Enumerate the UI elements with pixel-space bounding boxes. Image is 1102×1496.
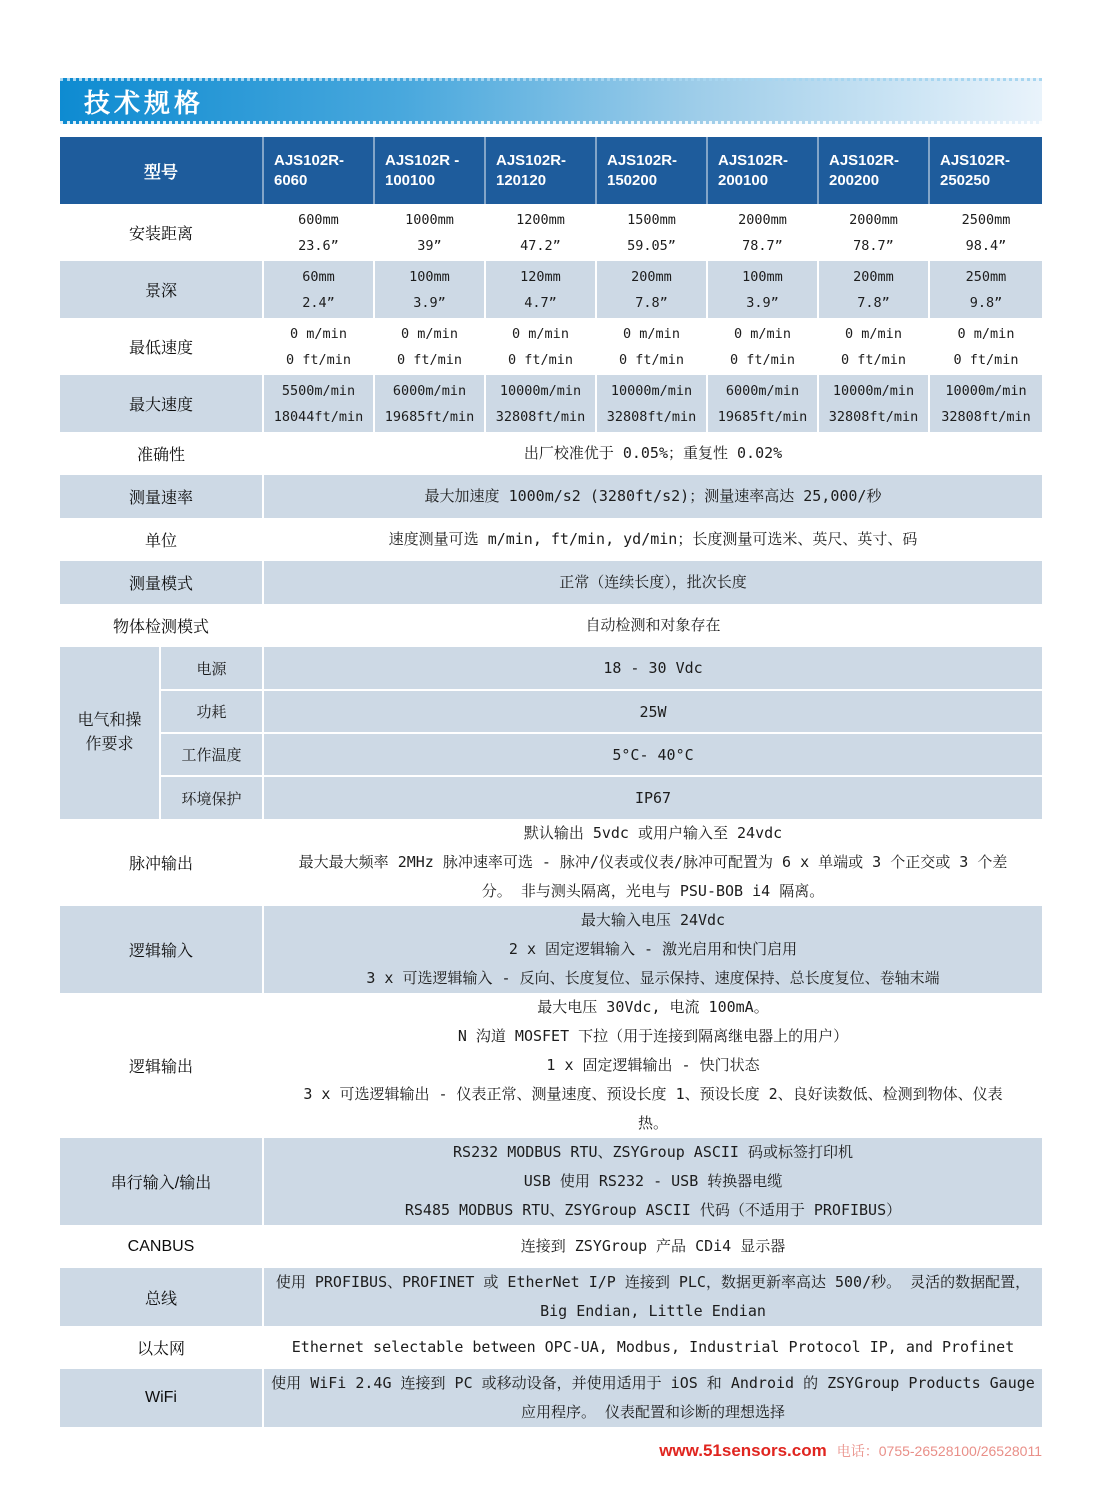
spec-text-cell: 正常（连续长度），批次长度: [263, 561, 1042, 604]
spec-value-cell: 5500m/min 18044ft/min: [263, 375, 374, 432]
spec-value-cell: 100mm 3.9”: [374, 261, 485, 318]
spec-value-cell: 200mm 7.8”: [818, 261, 929, 318]
spec-text-cell: RS232 MODBUS RTU、ZSYGroup ASCII 码或标签打印机 USB 使用 RS232 - USB 转换器电缆 RS485 MODBUS RTU、ZSYGroup ASCII 代码（不适用于 PROFIBUS）: [263, 1138, 1042, 1225]
model-name: [374, 137, 485, 204]
spec-value-cell: 0 m/min 0 ft/min: [596, 318, 707, 375]
spec-text-cell: 出厂校准优于 0.05%；重复性 0.02%: [263, 432, 1042, 475]
website-link[interactable]: www.51sensors.com: [659, 1441, 827, 1460]
spec-value-cell: 60mm 2.4”: [263, 261, 374, 318]
row-label: 物体检测模式: [112, 619, 209, 636]
spec-value-cell: 1200mm 47.2”: [485, 204, 596, 261]
table-row-power-supply: [60, 647, 1042, 690]
model-name: [929, 137, 1042, 204]
spec-text-cell: 最大输入电压 24Vdc 2 x 固定逻辑输入 - 激光启用和快门启用 3 x 可选逻辑输入 - 反向、长度复位、显示保持、速度保持、总长度复位、卷轴末端: [263, 906, 1042, 993]
spec-text-cell: 最大加速度 1000m/s2 (3280ft/s2)；测量速率高达 25,000/秒: [263, 475, 1042, 518]
table-row-canbus: [60, 1225, 1042, 1268]
table-row-operating-temperature: [60, 733, 1042, 776]
spec-value-cell: 0 m/min 0 ft/min: [707, 318, 818, 375]
table-row-fieldbus: [60, 1268, 1042, 1326]
sub-row-label: 工作温度: [160, 733, 263, 776]
spec-text-cell: 25W: [263, 690, 1042, 733]
spec-table: [60, 137, 1042, 1427]
model-name: [596, 137, 707, 204]
spec-value-cell: 0 m/min 0 ft/min: [929, 318, 1042, 375]
model-name: [707, 137, 818, 204]
sub-row-label: 功耗: [160, 690, 263, 733]
spec-text-cell: 速度测量可选 m/min, ft/min, yd/min；长度测量可选米、英尺、英寸、码: [263, 518, 1042, 561]
row-label: 总线: [144, 1290, 177, 1308]
spec-value-cell: 1000mm 39”: [374, 204, 485, 261]
spec-text-cell: Ethernet selectable between OPC-UA, Modbus, Industrial Protocol IP, and Profinet: [263, 1326, 1042, 1369]
table-row-serial-io: [60, 1138, 1042, 1225]
spec-text-cell: 使用 PROFIBUS、PROFINET 或 EtherNet I/P 连接到 PLC，数据更新率高达 500/秒。 灵活的数据配置， Big Endian, Little Endian: [263, 1268, 1042, 1326]
spec-text-cell: 默认输出 5vdc 或用户输入至 24vdc 最大最大频率 2MHz 脉冲速率可选 - 脉冲/仪表或仪表/脉冲可配置为 6 x 单端或 3 个正交或 3 个差 分。 非与测头隔离，光电与 PSU-BOB i4 隔离。: [263, 819, 1042, 906]
table-row-logic-output: [60, 993, 1042, 1138]
row-label: 景深: [144, 283, 177, 300]
row-label: 测量模式: [128, 576, 193, 593]
row-label: 最低速度: [128, 340, 193, 357]
sub-row-label: 电源: [160, 647, 263, 690]
model-line: 200200: [829, 171, 880, 189]
section-title-bar: [60, 78, 1042, 124]
row-label: 最大速度: [128, 397, 193, 414]
sub-row-label: 环境保护: [160, 776, 263, 819]
model-line: AJS102R-: [607, 151, 678, 169]
model-name: [818, 137, 929, 204]
phone-value: 0755-26528100/26528011: [878, 1443, 1042, 1459]
model-line: AJS102R-: [496, 151, 567, 169]
spec-value-cell: 120mm 4.7”: [485, 261, 596, 318]
spec-value-cell: 10000m/min 32808ft/min: [818, 375, 929, 432]
table-row-min-speed: [60, 318, 1042, 375]
row-label: 逻辑输入: [128, 943, 193, 960]
spec-value-cell: 200mm 7.8”: [596, 261, 707, 318]
phone-label: 电话：: [836, 1443, 879, 1459]
row-label: WiFi: [145, 1389, 177, 1406]
spec-value-cell: 6000m/min 19685ft/min: [374, 375, 485, 432]
model-line: AJS102R-: [274, 151, 345, 169]
table-row-depth-of-field: [60, 261, 1042, 318]
model-line: AJS102R-: [718, 151, 789, 169]
row-label: 以太网: [136, 1341, 185, 1358]
model-line: 100100: [385, 171, 436, 189]
table-header-row: [60, 137, 1042, 204]
table-row-measurement-mode: [60, 561, 1042, 604]
spec-value-cell: 0 m/min 0 ft/min: [485, 318, 596, 375]
spec-value-cell: 10000m/min 32808ft/min: [929, 375, 1042, 432]
spec-text-cell: 最大电压 30Vdc, 电流 100mA。 N 沟道 MOSFET 下拉（用于连接到隔离继电器上的用户） 1 x 固定逻辑输出 - 快门状态 3 x 可选逻辑输出 - 仪表正常、测量速度、预设长度 1、预设长度 2、良好读数低、检测到物体、仪表 热。: [263, 993, 1042, 1138]
model-line: 6060: [274, 171, 308, 189]
row-label: 单位: [144, 533, 177, 550]
table-row-power-consumption: [60, 690, 1042, 733]
table-row-ethernet: [60, 1326, 1042, 1369]
spec-text-cell: 使用 WiFi 2.4G 连接到 PC 或移动设备，并使用适用于 iOS 和 Android 的 ZSYGroup Products Gauge 应用程序。 仪表配置和诊断的理想选择: [263, 1369, 1042, 1427]
phone-number: [837, 1441, 1042, 1461]
spec-text-cell: 5°C- 40°C: [263, 733, 1042, 776]
table-row-logic-input: [60, 906, 1042, 993]
table-row-environmental-protection: [60, 776, 1042, 819]
table-row-wifi: [60, 1369, 1042, 1427]
spec-text-cell: 自动检测和对象存在: [263, 604, 1042, 647]
table-row-units: [60, 518, 1042, 561]
spec-text-cell: 连接到 ZSYGroup 产品 CDi4 显示器: [263, 1225, 1042, 1268]
model-line: 250250: [940, 171, 991, 189]
spec-value-cell: 0 m/min 0 ft/min: [818, 318, 929, 375]
model-name: [263, 137, 374, 204]
spec-value-cell: 100mm 3.9”: [707, 261, 818, 318]
table-row-pulse-output: [60, 819, 1042, 906]
spec-value-cell: 6000m/min 19685ft/min: [707, 375, 818, 432]
table-row-max-speed: [60, 375, 1042, 432]
row-label: CANBUS: [127, 1237, 195, 1255]
table-row-object-detection: [60, 604, 1042, 647]
spec-value-cell: 10000m/min 32808ft/min: [485, 375, 596, 432]
spec-text-cell: IP67: [263, 776, 1042, 819]
group-label: 电气和操 作要求: [77, 712, 142, 753]
table-row-install-distance: [60, 204, 1042, 261]
spec-value-cell: 250mm 9.8”: [929, 261, 1042, 318]
spec-value-cell: 0 m/min 0 ft/min: [263, 318, 374, 375]
spec-value-cell: 0 m/min 0 ft/min: [374, 318, 485, 375]
spec-value-cell: 1500mm 59.05”: [596, 204, 707, 261]
row-label: 脉冲输出: [128, 856, 193, 873]
table-row-accuracy: [60, 432, 1042, 475]
table-row-measurement-rate: [60, 475, 1042, 518]
spec-value-cell: 2000mm 78.7”: [707, 204, 818, 261]
spec-value-cell: 10000m/min 32808ft/min: [596, 375, 707, 432]
footer: [659, 1441, 1042, 1461]
model-line: 120120: [496, 171, 547, 189]
spec-value-cell: 600mm 23.6”: [263, 204, 374, 261]
model-line: AJS102R -: [385, 151, 460, 169]
spec-text-cell: 18 - 30 Vdc: [263, 647, 1042, 690]
model-line: AJS102R-: [940, 151, 1011, 169]
row-label: 逻辑输出: [128, 1059, 193, 1076]
model-name: [485, 137, 596, 204]
row-label: 准确性: [136, 447, 185, 464]
model-column-header: 型号: [144, 163, 178, 182]
spec-value-cell: 2000mm 78.7”: [818, 204, 929, 261]
row-label: 串行输入/输出: [110, 1175, 212, 1192]
spec-value-cell: 2500mm 98.4”: [929, 204, 1042, 261]
row-label: 安装距离: [128, 226, 193, 243]
page-title: 技术规格: [84, 87, 205, 118]
model-line: 200100: [718, 171, 769, 189]
model-line: 150200: [607, 171, 658, 189]
model-line: AJS102R-: [829, 151, 900, 169]
row-label: 测量速率: [128, 490, 193, 507]
spec-sheet: [60, 78, 1042, 1427]
